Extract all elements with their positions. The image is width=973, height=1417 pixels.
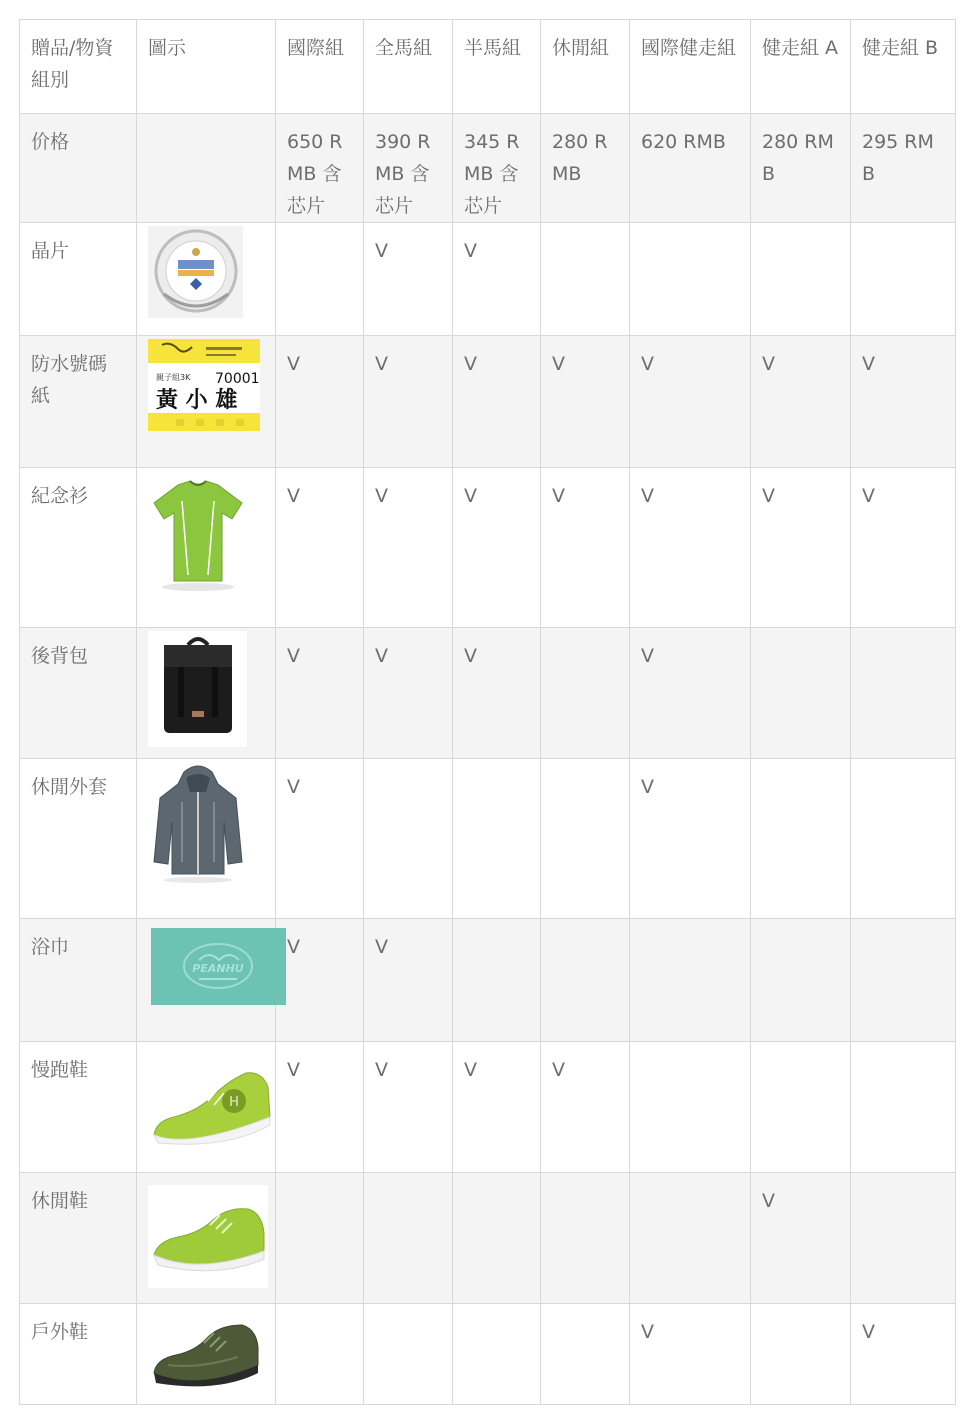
header-cell: 國際健走組 — [630, 20, 751, 114]
mark-cell — [751, 919, 851, 1042]
header-cell: 全馬組 — [364, 20, 453, 114]
header-cell: 休閒組 — [541, 20, 630, 114]
bib-icon — [148, 339, 260, 431]
header-cell: 健走組 A — [751, 20, 851, 114]
tshirt-icon — [148, 471, 248, 596]
mark-cell — [630, 919, 751, 1042]
bib-runner-name: 黃 小 雄 — [156, 388, 238, 413]
mark-cell: V — [276, 468, 364, 628]
table-row — [20, 468, 956, 628]
price-cell: 295 RMB — [851, 114, 956, 223]
mark-cell — [453, 1304, 541, 1405]
shoe-logo-glyph: H — [229, 1095, 239, 1110]
item-name: 晶片 — [20, 223, 137, 336]
mark-cell — [630, 1173, 751, 1304]
chip-icon — [148, 226, 243, 318]
mark-cell — [453, 919, 541, 1042]
item-image-cell — [137, 1173, 276, 1304]
mark-cell: V — [630, 336, 751, 468]
mark-cell — [453, 1173, 541, 1304]
mark-cell: V — [453, 1042, 541, 1173]
price-cell: 650 RMB 含芯片 — [276, 114, 364, 223]
item-name: 後背包 — [20, 628, 137, 759]
mark-cell: V — [276, 919, 364, 1042]
mark-cell: V — [751, 336, 851, 468]
mark-cell: V — [364, 223, 453, 336]
mark-cell: V — [364, 336, 453, 468]
table-row — [20, 759, 956, 919]
mark-cell — [751, 628, 851, 759]
jacket-icon — [148, 762, 248, 887]
mark-cell: V — [630, 759, 751, 919]
table-row — [20, 1173, 956, 1304]
empty-cell — [137, 114, 276, 223]
mark-cell — [751, 223, 851, 336]
mark-cell: V — [276, 336, 364, 468]
item-name: 防水號碼紙 — [20, 336, 137, 468]
table-row — [20, 628, 956, 759]
item-image-cell — [137, 628, 276, 759]
mark-cell: V — [453, 223, 541, 336]
mark-cell — [541, 628, 630, 759]
mark-cell: V — [364, 919, 453, 1042]
mark-cell: V — [851, 336, 956, 468]
bib-group: 親子組3K — [156, 373, 191, 382]
item-image-cell — [137, 1304, 276, 1405]
item-image-cell — [137, 919, 276, 1042]
backpack-icon — [148, 631, 247, 747]
mark-cell — [364, 1304, 453, 1405]
casual-shoe-icon — [148, 1185, 268, 1288]
table-row — [20, 336, 956, 468]
running-shoe-icon — [148, 1045, 273, 1155]
mark-cell: V — [541, 468, 630, 628]
mark-cell — [751, 759, 851, 919]
mark-cell — [751, 1304, 851, 1405]
price-cell: 280 RMB — [541, 114, 630, 223]
table-row — [20, 1042, 956, 1173]
mark-cell — [541, 919, 630, 1042]
mark-cell: V — [364, 468, 453, 628]
item-image-cell — [137, 468, 276, 628]
outdoor-shoe-icon — [148, 1307, 263, 1399]
item-name: 戶外鞋 — [20, 1304, 137, 1405]
mark-cell: V — [364, 628, 453, 759]
price-row — [20, 114, 956, 223]
mark-cell — [541, 1304, 630, 1405]
mark-cell — [541, 1173, 630, 1304]
item-name: 休閒鞋 — [20, 1173, 137, 1304]
mark-cell: V — [751, 468, 851, 628]
mark-cell — [364, 1173, 453, 1304]
gift-table — [19, 19, 956, 1405]
price-label: 价格 — [20, 114, 137, 223]
mark-cell: V — [276, 1042, 364, 1173]
mark-cell — [851, 759, 956, 919]
item-name: 慢跑鞋 — [20, 1042, 137, 1173]
table-row — [20, 919, 956, 1042]
price-cell: 390 RMB 含芯片 — [364, 114, 453, 223]
mark-cell — [541, 223, 630, 336]
mark-cell — [276, 223, 364, 336]
header-cell: 贈品/物資組別 — [20, 20, 137, 114]
mark-cell — [851, 919, 956, 1042]
table-row — [20, 1304, 956, 1405]
item-name: 浴巾 — [20, 919, 137, 1042]
table-row — [20, 223, 956, 336]
header-cell: 半馬組 — [453, 20, 541, 114]
mark-cell: V — [453, 468, 541, 628]
mark-cell: V — [630, 468, 751, 628]
mark-cell — [630, 223, 751, 336]
mark-cell: V — [541, 1042, 630, 1173]
mark-cell — [851, 223, 956, 336]
mark-cell — [364, 759, 453, 919]
mark-cell — [453, 759, 541, 919]
mark-cell — [851, 1042, 956, 1173]
mark-cell — [851, 628, 956, 759]
item-image-cell — [137, 223, 276, 336]
item-name: 紀念衫 — [20, 468, 137, 628]
mark-cell: V — [276, 628, 364, 759]
price-cell: 620 RMB — [630, 114, 751, 223]
mark-cell: V — [276, 759, 364, 919]
item-image-cell — [137, 759, 276, 919]
bib-number: 70001 — [215, 371, 260, 387]
mark-cell: V — [630, 1304, 751, 1405]
item-image-cell — [137, 336, 276, 468]
mark-cell — [851, 1173, 956, 1304]
header-row — [20, 20, 956, 114]
mark-cell: V — [453, 628, 541, 759]
item-name: 休閒外套 — [20, 759, 137, 919]
towel-brand: PEANHU — [192, 962, 244, 975]
price-cell: 280 RMB — [751, 114, 851, 223]
mark-cell: V — [630, 628, 751, 759]
price-cell: 345 RMB 含芯片 — [453, 114, 541, 223]
mark-cell: V — [751, 1173, 851, 1304]
towel-icon — [151, 928, 286, 1005]
header-cell: 健走組 B — [851, 20, 956, 114]
mark-cell — [276, 1304, 364, 1405]
mark-cell: V — [364, 1042, 453, 1173]
mark-cell: V — [851, 468, 956, 628]
mark-cell — [751, 1042, 851, 1173]
mark-cell — [276, 1173, 364, 1304]
mark-cell: V — [851, 1304, 956, 1405]
item-image-cell — [137, 1042, 276, 1173]
mark-cell: V — [453, 336, 541, 468]
header-cell: 國際組 — [276, 20, 364, 114]
mark-cell — [541, 759, 630, 919]
mark-cell: V — [541, 336, 630, 468]
mark-cell — [630, 1042, 751, 1173]
header-cell: 圖示 — [137, 20, 276, 114]
